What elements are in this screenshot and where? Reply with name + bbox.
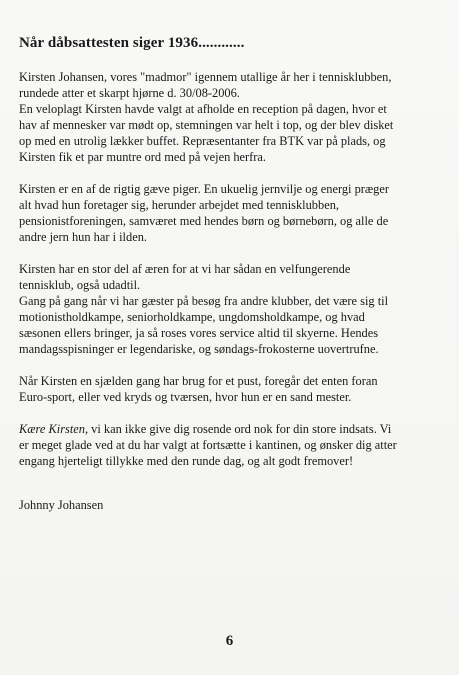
text-line: Kirsten Johansen, vores "madmor" igennem utallige år her i tennisklubben, xyxy=(19,70,392,84)
text-line: motionistholdkampe, seniorholdkampe, ungdomsholdkampe, og hvad xyxy=(19,310,365,324)
closing-paragraph xyxy=(19,421,444,469)
text-line: alt hvad hun foretager sig, herunder arbejdet med tennisklubben, xyxy=(19,198,339,212)
text-line: er meget glade ved at du har valgt at fortsætte i kantinen, og ønsker dig atter xyxy=(19,438,397,452)
signature: Johnny Johansen xyxy=(19,498,104,512)
text-line xyxy=(19,421,444,437)
text-line: pensionistforeningen, samværet med hendes børn og børnebørn, og alle de xyxy=(19,214,389,228)
paragraph-3 xyxy=(19,261,444,357)
text-line: Euro-sport, eller ved kryds og tværsen, hvor hun er en sand mester. xyxy=(19,390,352,404)
text-line: Kirsten er en af de rigtig gæve piger. En ukuelig jernvilje og energi præger xyxy=(19,182,390,196)
paragraph-1 xyxy=(19,69,444,165)
text-line: op med en utrolig lækker buffet. Repræsentanter fra BTK var på plads, og xyxy=(19,134,386,148)
text-line: En veloplagt Kirsten havde valgt at afholde en reception på dagen, hvor et xyxy=(19,102,387,116)
text-line: sæsonen ellers bringer, ja så roses vores service altid til skyerne. Hendes xyxy=(19,326,379,340)
text-line: Kirsten har en stor del af æren for at vi har sådan en velfungerende xyxy=(19,262,351,276)
text-line: Gang på gang når vi har gæster på besøg fra andre klubber, det være sig til xyxy=(19,294,389,308)
closing-line-rest: vi kan ikke give dig rosende ord nok for din store indsats. Vi xyxy=(88,422,392,436)
text-line: engang hjerteligt tillykke med den runde dag, og alt godt fremover! xyxy=(19,454,354,468)
text-line: tennisklub, også udadtil. xyxy=(19,278,141,292)
text-line: mandagsspisninger er legendariske, og søndags-frokosterne uovertrufne. xyxy=(19,342,379,356)
text-line: Når Kirsten en sjælden gang har brug for et pust, foregår det enten foran xyxy=(19,374,378,388)
text-line: rundede atter et skarpt hjørne d. 30/08-2006. xyxy=(19,86,240,100)
text-line: hav af mennesker var mødt op, stemningen var helt i top, og der blev disket xyxy=(19,118,394,132)
text-line: andre jern hun har i ilden. xyxy=(19,230,147,244)
paragraph-4 xyxy=(19,373,444,405)
page-number: 6 xyxy=(225,633,234,649)
closing-greeting: Kære Kirsten, xyxy=(19,422,89,436)
text-line: Kirsten fik et par muntre ord med på vejen herfra. xyxy=(19,150,267,164)
article xyxy=(19,34,444,513)
article-title: Når dåbsattesten siger 1936............ xyxy=(19,35,245,51)
paragraph-2 xyxy=(19,181,444,245)
